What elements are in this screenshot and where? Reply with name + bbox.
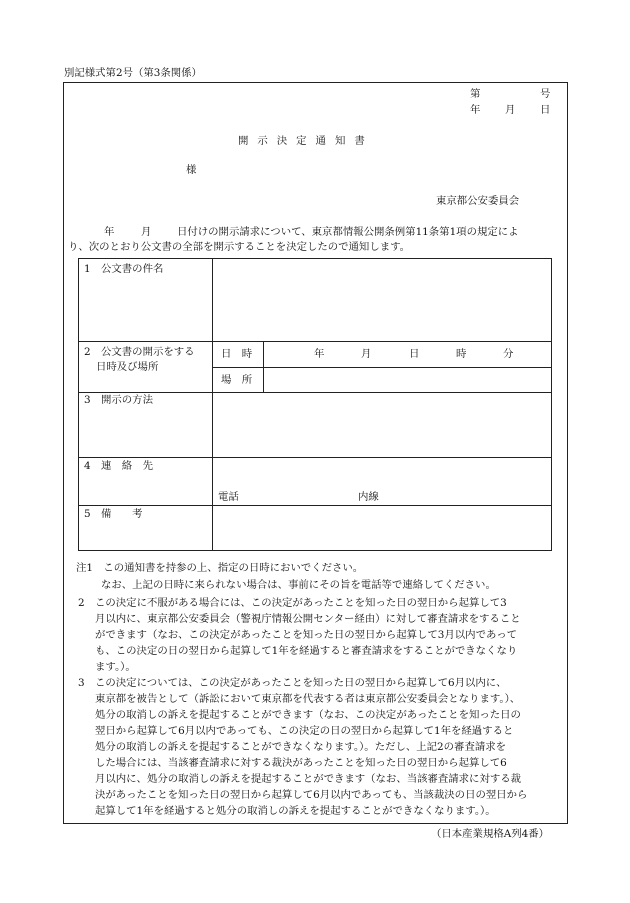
note1-line2: なお、上記の日時に来られない場合は、事前にその旨を電話等で連絡してください。 [101, 579, 496, 591]
paper-size-note: （日本産業規格A列4番） [431, 828, 550, 840]
intro-line2: り、次のとおり公文書の全部を開示することを決定したので通知します。 [68, 241, 411, 253]
number-prefix: 第 [470, 88, 481, 100]
row2-minute: 分 [503, 348, 514, 360]
date-year: 年 [470, 104, 481, 116]
row2-label-line1: 2 公文書の開示をする [84, 346, 195, 358]
intro-month: 月 [141, 226, 152, 238]
date-day: 日 [540, 104, 551, 116]
note3-line8: 決があったことを知った日の翌日から起算して6月以内であっても、当該裁決の日の翌日から [95, 789, 528, 801]
table-right-border [551, 258, 552, 551]
row4-phone: 電話 [218, 491, 239, 503]
row4-label: 4 連 絡 先 [84, 460, 153, 472]
table-bottom-border [78, 550, 552, 551]
date-month: 月 [505, 104, 516, 116]
table-row1-divider [78, 341, 552, 342]
note3-line7: 月以内に、処分の取消しの訴えを提起することができます（なお、当該審査請求に対する裁 [95, 773, 522, 785]
note3-line3: 処分の取消しの訴えを提起することができます（なお、この決定があったことを知った日の [95, 709, 521, 721]
note2-line5: ます。）。 [95, 661, 136, 673]
row5-label: 5 備 考 [84, 508, 143, 520]
row2-datetime-label: 日 時 [221, 348, 253, 360]
intro-line1: 日付けの開示請求について、東京都情報公開条例第11条第1項の規定によ [177, 226, 519, 238]
note3-line4: 翌日から起算して6月以内であっても、この決定の日の翌日から起算して1年を経過すると [95, 725, 514, 737]
table-sub-column-divider [263, 341, 264, 393]
intro-year: 年 [104, 226, 115, 238]
table-left-border [78, 258, 79, 551]
note2-line4: も、この決定の日の翌日から起算して1年を経過すると審査請求をすることができなくなり [95, 645, 518, 657]
note2-line1: 2 この決定に不服がある場合には、この決定があったことを知った日の翌日から起算して3 [78, 597, 507, 609]
note3-line5: 処分の取消しの訴えを提起することができなくなります。）。ただし、上記2の審査請求を [95, 741, 506, 753]
note3-line1: 3 この決定については、この決定があったことを知った日の翌日から起算して6月以内に、 [78, 677, 507, 689]
addressee-honorific: 様 [186, 164, 197, 176]
note1-line1: 注1 この通知書を持参の上、指定の日時においでください。 [76, 562, 364, 574]
issuer: 東京都公安委員会 [436, 195, 520, 207]
table-row3-divider [78, 457, 552, 458]
row2-day: 日 [409, 348, 420, 360]
form-label: 別記様式第2号（第3条関係） [64, 67, 202, 79]
row2-month: 月 [361, 348, 372, 360]
row2-place-label: 場 所 [221, 374, 253, 386]
table-row4-divider [78, 505, 552, 506]
note2-line2: 月以内に、東京都公安委員会（警視庁情報公開センター経由）に対して審査請求をすること [95, 613, 521, 625]
row1-label: 1 公文書の件名 [84, 263, 164, 275]
row2-label-line2: 日時及び場所 [96, 361, 159, 373]
row3-label: 3 開示の方法 [84, 394, 153, 406]
row2-hour: 時 [456, 348, 467, 360]
table-row2-divider [78, 392, 552, 393]
document-title: 開示決定通知書 [238, 135, 374, 147]
note3-line6: した場合には、当該審査請求に対する裁決があったことを知った日の翌日から起算して6 [95, 757, 507, 769]
note3-line2: 東京都を被告として（訴訟において東京都を代表する者は東京都公安委員会となります。）、 [95, 693, 521, 705]
table-top-border [78, 258, 552, 259]
row4-extension: 内線 [358, 491, 379, 503]
row2-year: 年 [314, 348, 325, 360]
note3-line9: 起算して1年を経過すると処分の取消しの訴えを提起することができなくなります。）。 [95, 805, 496, 817]
number-suffix: 号 [540, 88, 551, 100]
table-column-divider [212, 258, 213, 551]
note2-line3: ができます（なお、この決定があったことを知った日の翌日から起算して3月以内であって [95, 629, 518, 641]
